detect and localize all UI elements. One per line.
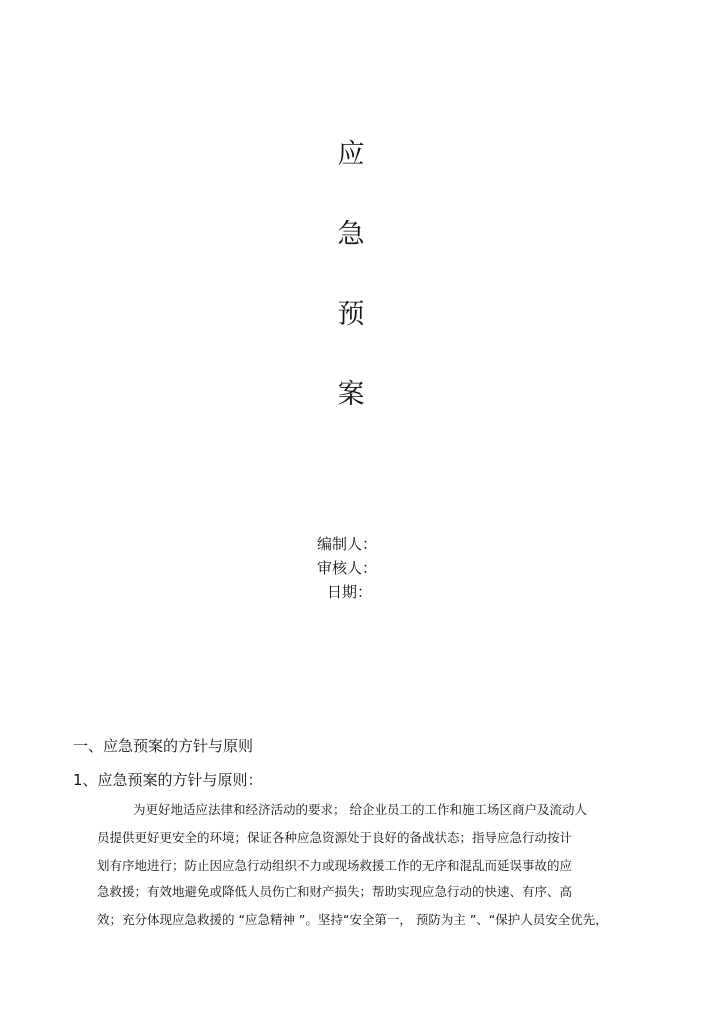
compiler-label: 编制人： [317,535,378,553]
cover-title-char-4: 案 [337,379,365,410]
paragraph-line: 急救援；有效地避免或降低人员伤亡和财产损失；帮助实现应急行动的快速、有序、高 [97,884,573,899]
paragraph-line: 员提供更好更安全的环境；保证各种应急资源处于良好的备战状态；指导应急行动按计 [97,830,573,845]
cover-title-char-1: 应 [337,139,365,170]
cover-title-char-3: 预 [337,299,365,330]
date-label: 日期： [327,583,373,601]
reviewer-label: 审核人： [317,559,378,577]
paragraph-line: 划有序地进行；防止因应急行动组织不力或现场救援工作的无序和混乱而延误事故的应 [97,858,573,873]
paragraph-line: 效；充分体现应急救援的 “应急精神 ”。坚持“安全第一， 预防为主 ”、“保护人员安全优先， [97,912,608,927]
paragraph-line: 为更好地适应法律和经济活动的要求； 给企业员工的工作和施工场区商户及流动人 [133,802,587,817]
section-heading: 一、应急预案的方针与原则 [73,737,254,755]
cover-title-char-2: 急 [337,219,365,250]
section-subheading: 1、应急预案的方针与原则： [73,771,263,789]
